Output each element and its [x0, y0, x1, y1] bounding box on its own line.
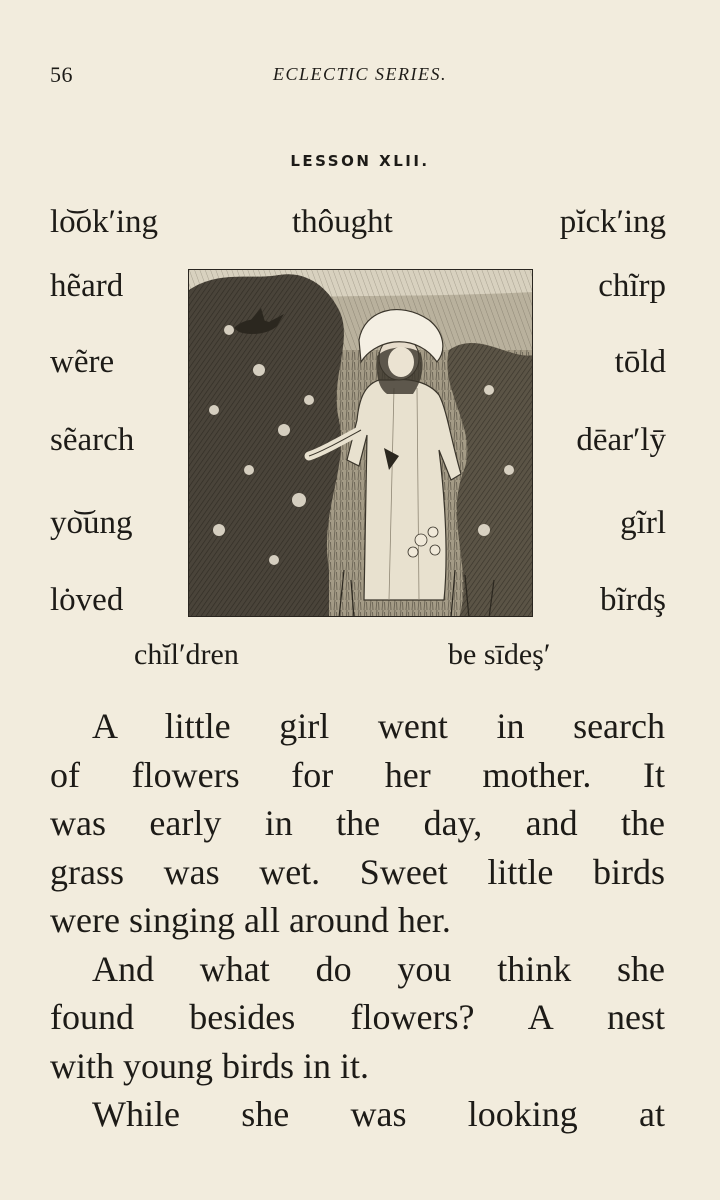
page-number: 56: [50, 62, 73, 87]
vocab-word: sẽarch: [50, 422, 135, 458]
vocab-word: be sīdeş′: [448, 638, 551, 671]
story-paragraph: [50, 1090, 665, 1139]
vocab-word: tōld: [614, 344, 666, 380]
illustration-girl-picking-flowers: [188, 269, 533, 617]
vocab-word: dēar′lȳ: [576, 422, 666, 458]
text-line: were singing all around her.: [50, 900, 451, 940]
vocab-word: chĩrp: [598, 268, 666, 304]
vocab-word: bĩrdş: [600, 582, 666, 618]
text-line: found besides flowers? A nest: [50, 997, 665, 1037]
vocab-word: lo͝ok′ing: [50, 204, 159, 240]
running-head: ECLECTIC SERIES.: [272, 64, 447, 84]
text-line: While she was looking at: [92, 1094, 665, 1134]
text-line: And what do you think she: [92, 948, 665, 989]
vocab-word: pĭck′ing: [559, 204, 666, 240]
text-line: A little girl went in search: [92, 706, 665, 746]
text-line: with young birds in it.: [50, 1045, 370, 1086]
vocab-word: wẽre: [50, 344, 115, 380]
story-paragraph: [50, 702, 665, 945]
story-text: [50, 702, 665, 1139]
vocab-word: lȯved: [50, 582, 124, 618]
vocab-word: thôught: [292, 204, 393, 240]
story-paragraph: [50, 945, 665, 1091]
vocab-word: yo͝ung: [50, 505, 133, 541]
lesson-title: LESSON XLII.: [290, 152, 430, 170]
vocab-word: hẽard: [50, 268, 124, 304]
vocab-word: chĭl′dren: [134, 638, 239, 671]
text-line: of flowers for her mother. It: [50, 754, 665, 795]
text-line: was early in the day, and the: [50, 803, 665, 843]
vocab-word: gĩrl: [620, 505, 666, 541]
text-line: grass was wet. Sweet little birds: [50, 851, 665, 892]
